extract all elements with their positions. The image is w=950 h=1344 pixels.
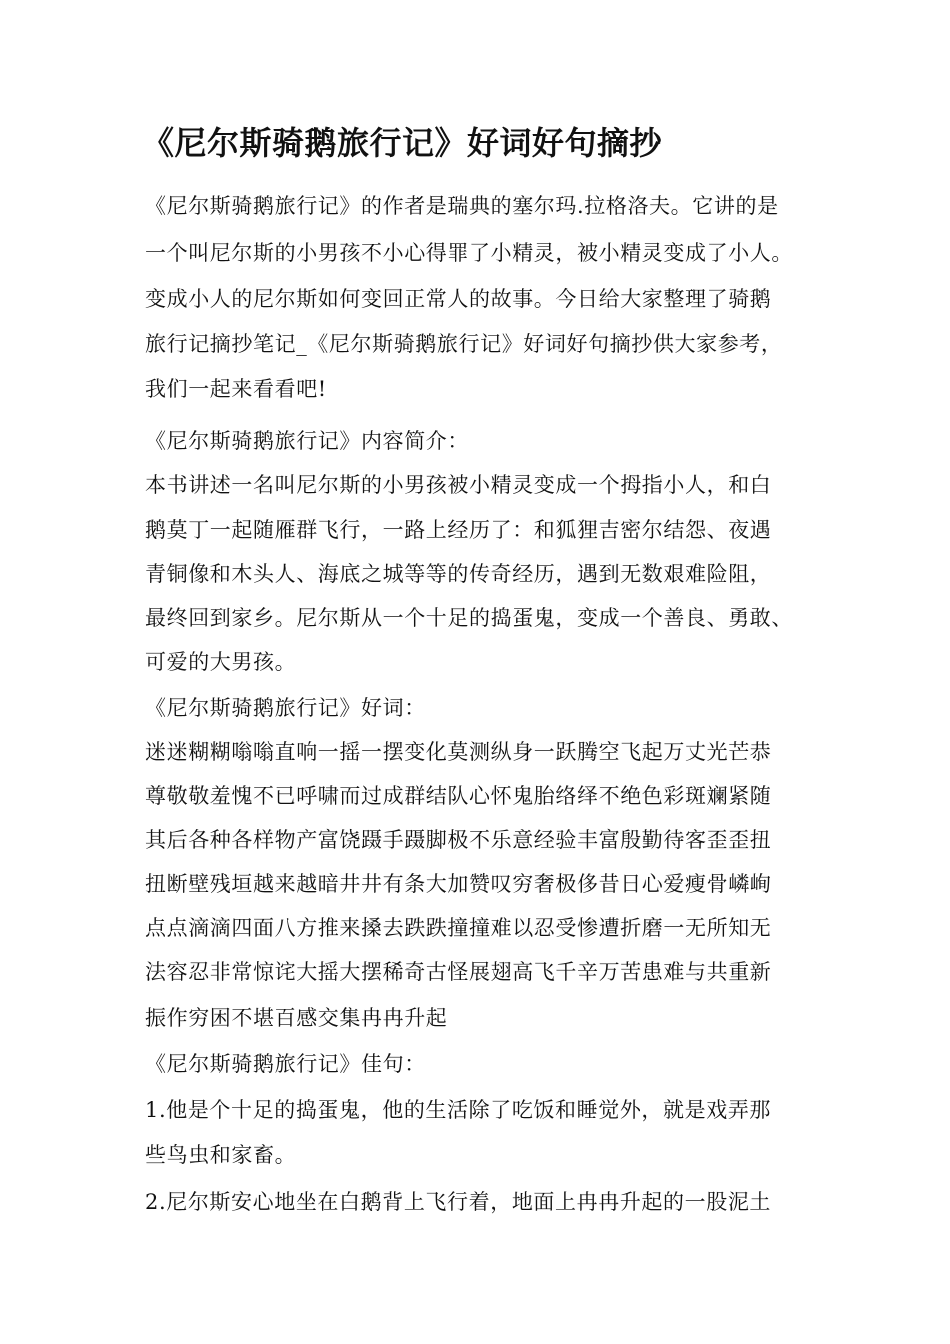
summary-line: 本书讲述一名叫尼尔斯的小男孩被小精灵变成一个拇指小人，和白 — [145, 473, 772, 497]
words-line: 尊敬敬羞愧不已呼啸而过成群结队心怀鬼胎络绎不绝色彩斑斓紧随 — [145, 784, 772, 808]
intro-line: 变成小人的尼尔斯如何变回正常人的故事。今日给大家整理了骑鹅 — [145, 287, 772, 311]
intro-line: 我们一起来看看吧! — [145, 377, 327, 401]
words-line: 其后各种各样物产富饶蹑手蹑脚极不乐意经验丰富殷勤待客歪歪扭 — [145, 828, 772, 852]
words-line: 点点滴滴四面八方推来搡去跌跌撞撞难以忍受惨遭折磨一无所知无 — [145, 916, 772, 940]
words-line: 法容忍非常惊诧大摇大摆稀奇古怪展翅高飞千辛万苦患难与共重新 — [145, 960, 772, 984]
intro-line: 《尼尔斯骑鹅旅行记》的作者是瑞典的塞尔玛.拉格洛夫。它讲的是 — [145, 194, 779, 218]
sentence-line: 2.尼尔斯安心地坐在白鹅背上飞行着，地面上冉冉升起的一股泥土 — [145, 1190, 772, 1214]
intro-line: 旅行记摘抄笔记_《尼尔斯骑鹅旅行记》好词好句摘抄供大家参考， — [145, 332, 783, 356]
sentence-line: 1.他是个十足的捣蛋鬼，他的生活除了吃饭和睡觉外，就是戏弄那 — [145, 1098, 772, 1122]
summary-line: 最终回到家乡。尼尔斯从一个十足的捣蛋鬼，变成一个善良、勇敢、 — [145, 606, 793, 630]
summary-line: 鹅莫丁一起随雁群飞行，一路上经历了：和狐狸吉密尔结怨、夜遇 — [145, 518, 772, 542]
words-line: 迷迷糊糊嗡嗡直响一摇一摆变化莫测纵身一跃腾空飞起万丈光芒恭 — [145, 740, 772, 764]
intro-line: 一个叫尼尔斯的小男孩不小心得罪了小精灵，被小精灵变成了小人。 — [145, 241, 793, 265]
summary-line: 可爱的大男孩。 — [145, 650, 297, 674]
sentences-heading: 《尼尔斯骑鹅旅行记》佳句： — [145, 1052, 426, 1076]
summary-line: 青铜像和木头人、海底之城等等的传奇经历，遇到无数艰难险阻， — [145, 562, 772, 586]
summary-heading: 《尼尔斯骑鹅旅行记》内容简介： — [145, 429, 469, 453]
sentence-line: 些鸟虫和家畜。 — [145, 1143, 297, 1167]
words-heading: 《尼尔斯骑鹅旅行记》好词： — [145, 696, 426, 720]
words-line: 振作穷困不堪百感交集冉冉升起 — [145, 1006, 448, 1030]
document-title: 《尼尔斯骑鹅旅行记》好词好句摘抄 — [142, 124, 663, 162]
words-line: 扭断壁残垣越来越暗井井有条大加赞叹穷奢极侈昔日心爱瘦骨嶙峋 — [145, 872, 772, 896]
